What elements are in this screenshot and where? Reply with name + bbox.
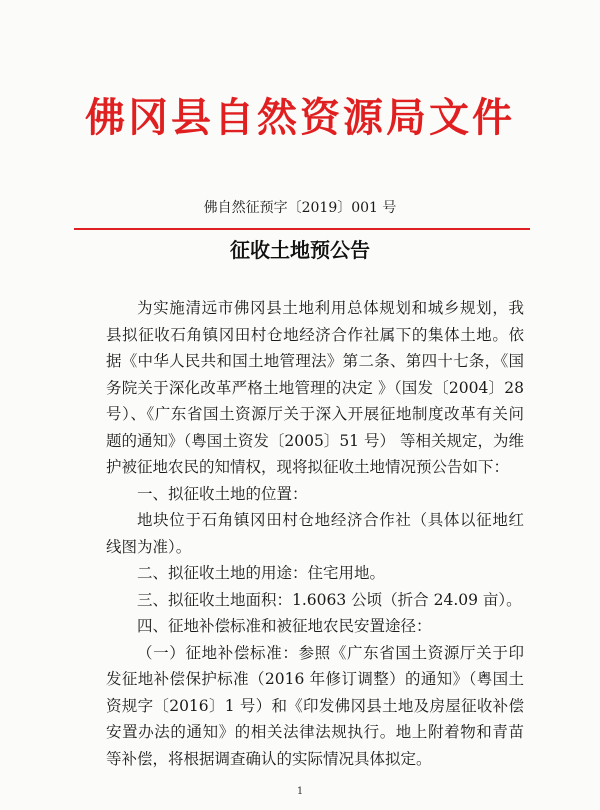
section-usage: 二、拟征收土地的用途：住宅用地。 [137, 564, 386, 582]
intro-paragraph: 为实施清远市佛冈县土地利用总体规划和城乡规划，我县拟征收石角镇冈田村仓地经济合作社属下的集体土地。依据《中华人民共和国土地管理法》第二条、第四十七条，《国务院关于深化改革严格土地管理的决定 》（国发〔2004〕28 号）、《广东省国土资源厅关于深入开展征地制度改革有关问题的通知》（粤国土资发〔2005〕51 号） 等相关规定，为维护被征地农民的知情权，现将拟征收土地情况预公告如下： [106, 299, 524, 476]
page-number: 1 [296, 786, 304, 797]
compensation-standard-paragraph: （一）征地补偿标准：参照《广东省国土资源厅关于印发征地补偿保护标准（2016 年修订调整）的通知》（粤国土资规字〔2016〕1 号）和《印发佛冈县土地及房屋征收补偿安置办法的通知》的相关法律法规执行。地上附着物和青苗等补偿，将根据调查确认的实际情况具体拟定。 [106, 643, 524, 768]
red-divider [74, 228, 530, 230]
document-number: 佛自然征预字〔2019〕001 号 [203, 200, 397, 216]
notice-body [106, 295, 524, 772]
section-area: 三、拟征收土地面积：1.6063 公顷（折合 24.09 亩）。 [137, 590, 522, 609]
location-paragraph: 地块位于石角镇冈田村仓地经济合作社（具体以征地红线图为准）。 [106, 511, 524, 556]
issuing-authority-header: 佛冈县自然资源局文件 [85, 94, 515, 141]
notice-title: 征收土地预公告 [230, 238, 370, 262]
section-location-heading: 一、拟征收土地的位置： [137, 484, 308, 503]
section-compensation-heading: 四、征地补偿标准和被征地农民安置途径： [137, 617, 432, 635]
